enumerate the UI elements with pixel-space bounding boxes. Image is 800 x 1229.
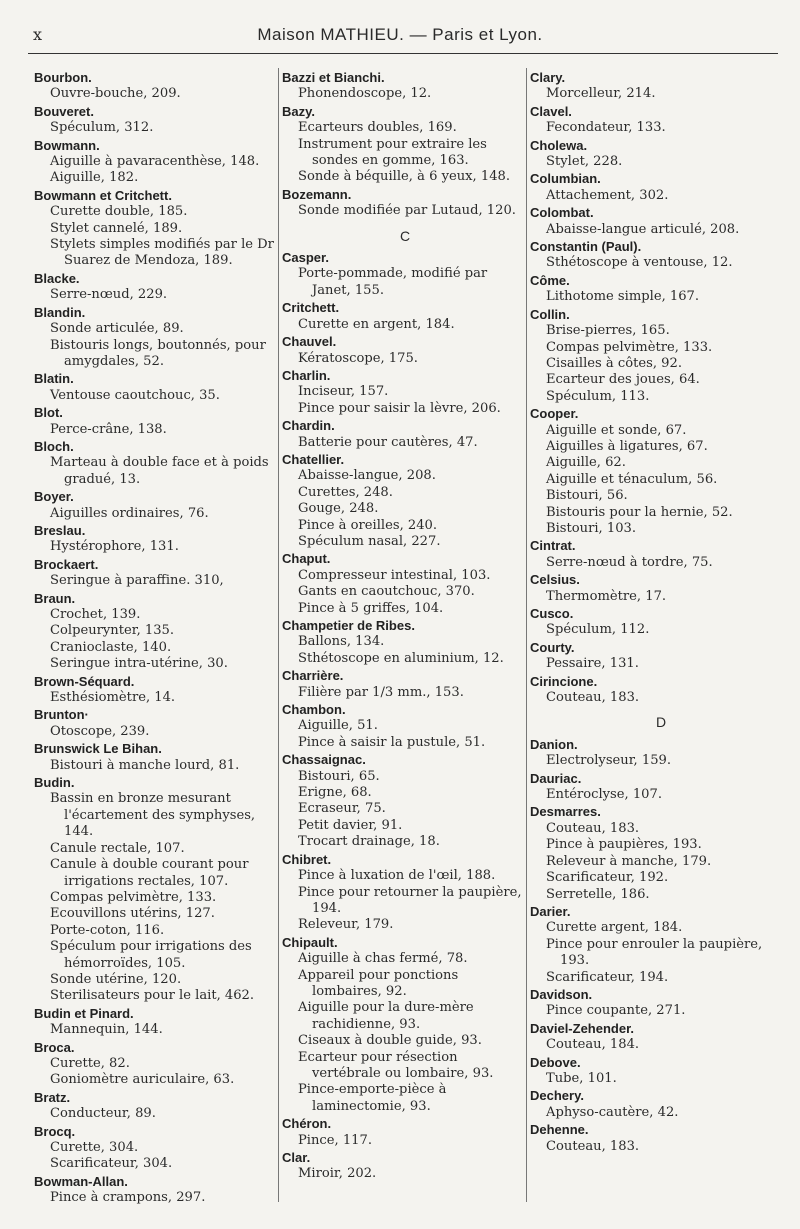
entry-item: Compas pelvimètre, 133.: [546, 339, 713, 355]
entry-name: Boyer.: [34, 489, 74, 505]
entry-item: Ecraseur, 75.: [298, 801, 386, 817]
index-entry: [530, 70, 792, 103]
index-entry: [530, 1055, 792, 1088]
index-entry: [282, 70, 528, 103]
entry-item: Curette, 304.: [50, 1140, 139, 1155]
entry-item: Inciseur, 157.: [298, 384, 389, 400]
entry-item: Curettes, 248.: [298, 484, 393, 500]
entry-item: Gants en caoutchouc, 370.: [298, 584, 475, 600]
index-entry: [34, 104, 279, 137]
entry-item: Ballons, 134.: [298, 634, 385, 650]
entry-name: Bazy.: [282, 103, 315, 119]
index-entry: [34, 1124, 279, 1173]
index-entry: [34, 305, 279, 371]
entry-name: Debove.: [530, 1054, 581, 1070]
entry-item: Attachement, 302.: [546, 187, 669, 203]
entry-item: Abaisse-langue articulé, 208.: [546, 221, 740, 237]
entry-item: Aphyso-cautère, 42.: [546, 1104, 679, 1120]
running-title: Maison MATHIEU. — Paris et Lyon.: [257, 25, 543, 44]
entry-name: Courty.: [530, 639, 575, 655]
entry-name: Dauriac.: [530, 770, 582, 786]
entry-name: Desmarres.: [530, 804, 601, 820]
entry-name: Bourbon.: [34, 70, 92, 85]
index-entry: [530, 406, 792, 537]
entry-item: Crochet, 139.: [50, 607, 141, 622]
entry-item: Sthétoscope à ventouse, 12.: [546, 255, 733, 271]
index-entry: [282, 452, 528, 550]
entry-name: Brockaert.: [34, 556, 99, 572]
entry-item: Sonde utérine, 120.: [50, 971, 182, 987]
entry-item: Serre-nœud à tordre, 75.: [546, 554, 713, 570]
index-entry: [282, 752, 528, 850]
entry-item: Instrument pour extraire les sondes en gomme, 163.: [298, 136, 487, 169]
entry-name: Casper.: [282, 250, 329, 266]
entry-item: Cisailles à côtes, 92.: [546, 355, 682, 371]
entry-name: Davidson.: [530, 986, 593, 1002]
index-entry: [530, 674, 792, 707]
entry-name: Chaput.: [282, 551, 331, 567]
entry-item: Pince-emporte-pièce à laminectomie, 93.: [298, 1082, 447, 1114]
entry-item: Bistouri, 56.: [546, 488, 628, 504]
index-entry: [530, 606, 792, 639]
entry-item: Porte-pommade, modifié par Janet, 155.: [298, 266, 488, 298]
entry-item: Aiguille pour la dure-mère rachidienne, 93.: [298, 1000, 474, 1032]
entry-item: Bistouris pour la hernie, 52.: [546, 504, 733, 520]
index-entry: [34, 439, 279, 488]
entry-item: Filière par 1/3 mm., 153.: [298, 684, 464, 700]
entry-item: Curette en argent, 184.: [298, 316, 455, 332]
page-header: [0, 22, 800, 52]
entry-item: Erigne, 68.: [298, 785, 372, 801]
header-rule: [28, 53, 778, 54]
entry-item: Aiguille à pavaracenthèse, 148.: [50, 154, 260, 170]
entry-item: Bassin en bronze mesurant l'écartement des symphyses, 144.: [50, 791, 256, 840]
entry-item: Brise-pierres, 165.: [546, 323, 670, 339]
entry-name: Budin et Pinard.: [34, 1005, 134, 1021]
entry-name: Chassaignac.: [282, 752, 366, 768]
entry-item: Seringue intra-utérine, 30.: [50, 656, 228, 672]
entry-name: Cusco.: [530, 606, 574, 621]
entry-item: Pessaire, 131.: [546, 656, 639, 672]
entry-name: Côme.: [530, 272, 570, 288]
entry-item: Trocart drainage, 18.: [298, 834, 440, 850]
entry-name: Bowman-Allan.: [34, 1173, 128, 1189]
entry-name: Brocq.: [34, 1123, 76, 1139]
entry-item: Ecarteur des joues, 64.: [546, 372, 700, 388]
entry-item: Aiguilles ordinaires, 76.: [50, 505, 209, 521]
index-entry: [282, 418, 528, 451]
entry-item: Esthésiomètre, 14.: [50, 690, 176, 706]
entry-name: Champetier de Ribes.: [282, 618, 415, 633]
entry-item: Aiguille, 51.: [298, 718, 378, 734]
entry-item: Canule à double courant pour irrigations rectales, 107.: [50, 857, 249, 889]
index-entry: [530, 205, 792, 238]
index-entry: [530, 138, 792, 171]
entry-item: Colpeurynter, 135.: [50, 623, 175, 639]
index-entry: [34, 1090, 279, 1123]
entry-item: Pince à crampons, 297.: [50, 1190, 206, 1206]
entry-item: Petit davier, 91.: [298, 817, 403, 833]
entry-item: Couteau, 183.: [546, 820, 640, 836]
entry-item: Stylet, 228.: [546, 154, 623, 170]
entry-item: Morcelleur, 214.: [546, 86, 656, 102]
entry-item: Scarificateur, 194.: [546, 969, 669, 985]
index-entry: [34, 188, 279, 270]
entry-item: Curette argent, 184.: [546, 920, 683, 936]
entry-item: Ecarteurs doubles, 169.: [298, 120, 457, 136]
index-entry: [34, 591, 279, 673]
entry-item: Kératoscope, 175.: [298, 350, 418, 366]
entry-name: Colombat.: [530, 205, 594, 221]
page-number: x: [33, 25, 43, 44]
entry-name: Cholewa.: [530, 137, 588, 153]
entry-item: Perce-crâne, 138.: [50, 421, 167, 437]
entry-name: Bazzi et Bianchi.: [282, 70, 385, 85]
entry-name: Critchett.: [282, 300, 340, 316]
entry-name: Cirincione.: [530, 673, 598, 689]
entry-item: Marteau à double face et à poids gradué, 13.: [50, 455, 269, 487]
entry-name: Cooper.: [530, 406, 579, 422]
index-entry: [282, 702, 528, 751]
entry-item: Scarificateur, 192.: [546, 870, 669, 886]
index-entry: [282, 668, 528, 701]
index-entry: [530, 273, 792, 306]
entry-name: Dechery.: [530, 1088, 584, 1104]
index-entry: [282, 551, 528, 617]
section-letter: D: [655, 714, 667, 731]
entry-item: Canule rectale, 107.: [50, 840, 185, 856]
entry-item: Curette, 82.: [50, 1055, 130, 1071]
entry-item: Spéculum, 112.: [546, 622, 650, 638]
entry-item: Aiguille à chas fermé, 78.: [298, 951, 468, 967]
entry-item: Entéroclyse, 107.: [546, 787, 663, 803]
entry-item: Miroir, 202.: [298, 1166, 377, 1182]
index-entry: [282, 334, 528, 367]
entry-name: Dehenne.: [530, 1122, 589, 1138]
entry-name: Charlin.: [282, 367, 331, 383]
index-entry: [34, 70, 279, 103]
entry-name: Danion.: [530, 736, 578, 752]
entry-name: Bowmann et Critchett.: [34, 187, 172, 203]
entry-name: Bowmann.: [34, 137, 100, 153]
entry-name: Chatellier.: [282, 451, 345, 467]
entry-name: Charrière.: [282, 668, 344, 684]
entry-item: Stylet cannelé, 189.: [50, 220, 183, 236]
entry-name: Daviel-Zehender.: [530, 1020, 635, 1036]
entry-name: Bozemann.: [282, 186, 352, 202]
entry-item: Serre-nœud, 229.: [50, 287, 168, 303]
entry-item: Compresseur intestinal, 103.: [298, 567, 491, 583]
index-entry: [530, 1122, 792, 1155]
entry-name: Budin.: [34, 775, 75, 791]
index-entry: [530, 737, 792, 770]
entry-item: Sonde modifiée par Lutaud, 120.: [298, 203, 516, 219]
entry-item: Aiguille, 182.: [50, 170, 139, 186]
entry-name: Chibret.: [282, 851, 332, 867]
entry-item: Stylets simples modifiés par le Dr Suarez de Mendoza, 189.: [50, 237, 274, 269]
index-entry: [282, 1116, 528, 1149]
entry-item: Bistouris longs, boutonnés, pour amygdales, 52.: [50, 337, 266, 369]
entry-item: Ciseaux à double guide, 93.: [298, 1033, 482, 1049]
index-entry: [34, 405, 279, 438]
index-entry: [530, 171, 792, 204]
index-entry: [34, 1174, 279, 1207]
entry-item: Sonde à béquille, à 6 yeux, 148.: [298, 169, 511, 185]
index-entry: [282, 300, 528, 333]
entry-item: Batterie pour cautères, 47.: [298, 434, 478, 450]
index-entry: [34, 1040, 279, 1089]
entry-name: Celsius.: [530, 572, 580, 588]
entry-item: Pince coupante, 271.: [546, 1003, 686, 1019]
index-entry: [530, 538, 792, 571]
index-entry: [282, 250, 528, 299]
entry-item: Electrolyseur, 159.: [546, 753, 672, 769]
entry-item: Mannequin, 144.: [50, 1022, 163, 1038]
index-entry: [530, 239, 792, 272]
entry-item: Curette double, 185.: [50, 204, 188, 220]
index-entry: [530, 1021, 792, 1054]
entry-item: Phonendoscope, 12.: [298, 86, 432, 102]
entry-item: Sterilisateurs pour le lait, 462.: [50, 988, 255, 1004]
entry-item: Seringue à paraffine. 310,: [50, 573, 224, 589]
entry-item: Gouge, 248.: [298, 501, 379, 517]
entry-name: Chipault.: [282, 934, 338, 950]
entry-name: Braun.: [34, 590, 76, 606]
entry-item: Abaisse-langue, 208.: [298, 468, 436, 484]
entry-item: Serretelle, 186.: [546, 886, 650, 902]
entry-name: Columbian.: [530, 171, 601, 187]
index-entry: [282, 187, 528, 220]
entry-item: Pince pour saisir la lèvre, 206.: [298, 400, 501, 416]
entry-name: Chauvel.: [282, 334, 337, 350]
index-entry: [282, 104, 528, 186]
entry-item: Sthétoscope en aluminium, 12.: [298, 650, 504, 666]
entry-name: Constantin (Paul).: [530, 239, 642, 255]
index-entry: [34, 1006, 279, 1039]
entry-item: Pince pour enrouler la paupière, 193.: [546, 936, 763, 969]
entry-item: Couteau, 184.: [546, 1037, 640, 1053]
entry-item: Spéculum nasal, 227.: [298, 533, 441, 549]
index-entry: [530, 1088, 792, 1121]
entry-item: Releveur à manche, 179.: [546, 853, 712, 869]
entry-name: Cintrat.: [530, 538, 576, 554]
entry-item: Couteau, 183.: [546, 690, 640, 706]
index-entry: [34, 557, 279, 590]
entry-item: Bistouri à manche lourd, 81.: [50, 757, 240, 773]
index-entry: [282, 618, 528, 667]
entry-item: Scarificateur, 304.: [50, 1156, 173, 1172]
entry-item: Aiguille, 62.: [546, 455, 626, 471]
entry-item: Sonde articulée, 89.: [50, 321, 184, 337]
entry-item: Pince pour retourner la paupière, 194.: [298, 884, 522, 916]
entry-item: Ventouse caoutchouc, 35.: [50, 387, 220, 403]
index-entry: [34, 489, 279, 522]
index-entry: [34, 138, 279, 187]
entry-name: Breslau.: [34, 522, 86, 538]
entry-item: Ecouvillons utérins, 127.: [50, 906, 215, 922]
index-entry: [34, 371, 279, 404]
entry-item: Otoscope, 239.: [50, 723, 150, 739]
entry-item: Pince, 117.: [298, 1132, 372, 1148]
index-entry: [530, 307, 792, 405]
entry-item: Bistouri, 103.: [546, 520, 637, 536]
entry-name: Collin.: [530, 306, 570, 322]
index-column-1: [34, 70, 279, 1208]
index-entry: [530, 640, 792, 673]
index-entry: [282, 1150, 528, 1183]
entry-name: Brunton·: [34, 707, 89, 723]
entry-name: Blot.: [34, 405, 63, 421]
entry-name: Clary.: [530, 70, 566, 85]
index-entry: [530, 104, 792, 137]
entry-name: Bratz.: [34, 1089, 71, 1105]
index-entry: [34, 707, 279, 740]
entry-item: Aiguille et sonde, 67.: [546, 422, 687, 438]
entry-item: Goniomètre auriculaire, 63.: [50, 1072, 235, 1088]
entry-item: Hystérophore, 131.: [50, 539, 179, 555]
entry-name: Chéron.: [282, 1116, 332, 1132]
entry-item: Compas pelvimètre, 133.: [50, 889, 217, 905]
index-entry: [282, 368, 528, 417]
index-entry: [530, 904, 792, 986]
entry-item: Conducteur, 89.: [50, 1106, 156, 1122]
index-entry: [282, 852, 528, 934]
entry-item: Tube, 101.: [546, 1070, 617, 1086]
entry-item: Appareil pour ponctions lombaires, 92.: [298, 967, 459, 999]
index-entry: [530, 804, 792, 902]
index-entry: [34, 741, 279, 774]
entry-item: Fecondateur, 133.: [546, 120, 666, 136]
entry-item: Couteau, 183.: [546, 1138, 640, 1154]
entry-name: Blacke.: [34, 270, 80, 286]
entry-name: Chambon.: [282, 702, 346, 718]
entry-item: Spéculum pour irrigations des hémorroïdes, 105.: [50, 939, 252, 971]
index-column-2: [282, 70, 528, 1184]
entry-name: Clar.: [282, 1150, 311, 1165]
entry-name: Clavel.: [530, 103, 572, 119]
entry-item: Ecarteur pour résection vertébrale ou lombaire, 93.: [298, 1049, 494, 1081]
entry-item: Pince à paupières, 193.: [546, 837, 702, 853]
entry-name: Brown-Séquard.: [34, 673, 135, 689]
entry-item: Ouvre-bouche, 209.: [50, 86, 181, 102]
entry-item: Aiguille et ténaculum, 56.: [546, 471, 718, 487]
index-entry: [34, 674, 279, 707]
entry-item: Lithotome simple, 167.: [546, 289, 700, 305]
entry-name: Darier.: [530, 903, 571, 919]
entry-item: Porte-coton, 116.: [50, 922, 165, 938]
entry-item: Spéculum, 113.: [546, 388, 650, 404]
entry-item: Thermomètre, 17.: [546, 588, 667, 604]
index-entry: [530, 771, 792, 804]
entry-item: Pince à luxation de l'œil, 188.: [298, 868, 496, 884]
entry-name: Brunswick Le Bihan.: [34, 741, 162, 757]
index-entry: [530, 572, 792, 605]
index-column-3: [530, 70, 792, 1156]
entry-name: Bouveret.: [34, 103, 94, 119]
entry-item: Aiguilles à ligatures, 67.: [546, 438, 708, 454]
index-entry: [34, 523, 279, 556]
entry-item: Bistouri, 65.: [298, 768, 380, 784]
entry-item: Pince à 5 griffes, 104.: [298, 600, 444, 616]
entry-item: Pince à oreilles, 240.: [298, 517, 438, 533]
entry-name: Blatin.: [34, 371, 74, 387]
section-letter: C: [399, 227, 411, 244]
entry-name: Chardin.: [282, 418, 335, 434]
index-entry: [530, 987, 792, 1020]
index-entry: [282, 935, 528, 1115]
entry-name: Broca.: [34, 1039, 75, 1055]
index-entry: [34, 775, 279, 1005]
entry-item: Releveur, 179.: [298, 917, 394, 933]
entry-item: Pince à saisir la pustule, 51.: [298, 734, 486, 750]
entry-item: Cranioclaste, 140.: [50, 639, 172, 655]
entry-name: Bloch.: [34, 438, 74, 454]
entry-name: Blandin.: [34, 304, 86, 320]
index-entry: [34, 271, 279, 304]
entry-item: Spéculum, 312.: [50, 120, 154, 136]
